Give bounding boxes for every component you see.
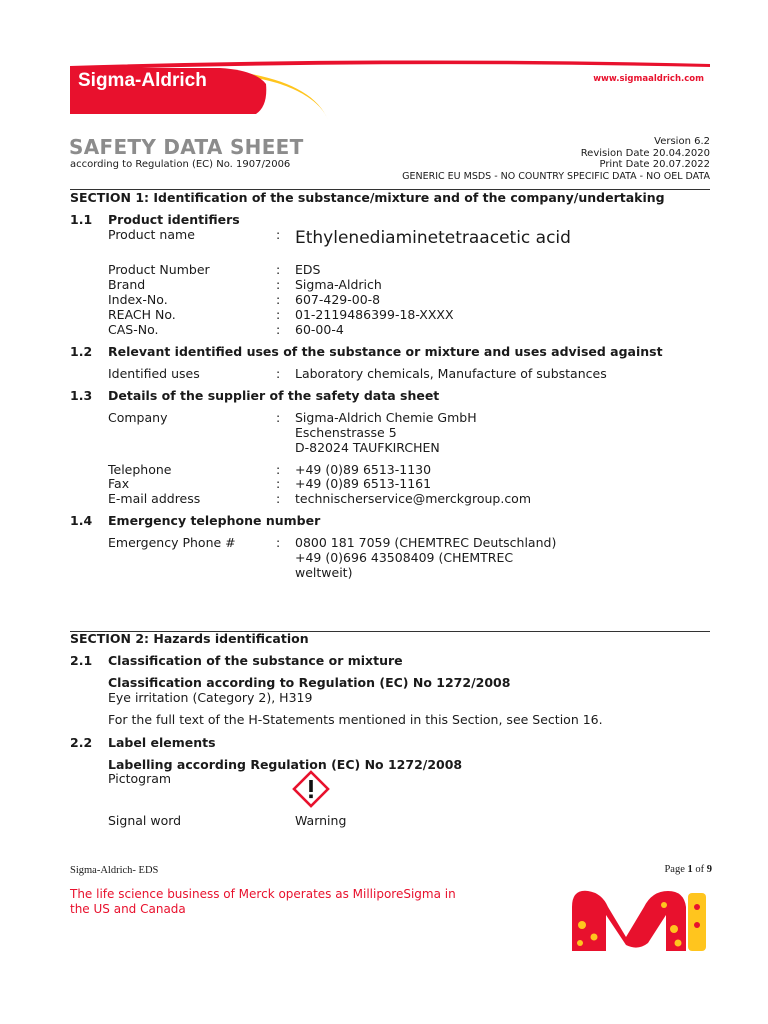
colon: :: [276, 292, 281, 307]
labelling-title: Labelling according Regulation (EC) No 1272/2008: [108, 757, 463, 772]
identified-uses-value: Laboratory chemicals, Manufacture of substances: [295, 366, 607, 381]
s14-title: Emergency telephone number: [108, 513, 321, 528]
index-no-label: Index-No.: [108, 292, 168, 307]
cas-no-value: 60-00-4: [295, 322, 344, 337]
colon: :: [276, 535, 281, 550]
telephone-value: +49 (0)89 6513-1130: [295, 462, 432, 477]
reach-no-value: 01-2119486399-18-XXXX: [295, 307, 454, 322]
merck-note-line-1: The life science business of Merck operates as MilliporeSigma in: [70, 887, 456, 901]
brand-label: Brand: [108, 277, 146, 292]
colon: :: [276, 322, 281, 337]
s21-number: 2.1: [70, 653, 93, 668]
colon: :: [276, 476, 281, 491]
section2-heading: SECTION 2: Hazards identification: [70, 631, 309, 646]
colon: :: [276, 277, 281, 292]
page-title: SAFETY DATA SHEET: [69, 135, 304, 159]
email-value[interactable]: technischerservice@merckgroup.com: [295, 491, 532, 506]
s12-number: 1.2: [70, 344, 93, 359]
colon: :: [276, 262, 281, 277]
product-number-label: Product Number: [108, 262, 210, 277]
fax-label: Fax: [108, 476, 130, 491]
pictogram-label: Pictogram: [108, 771, 172, 786]
emergency-line-3: weltweit): [295, 565, 353, 580]
merck-note-line-2: the US and Canada: [70, 902, 186, 916]
footer-left: Sigma-Aldrich- EDS: [70, 865, 159, 876]
brand-value: Sigma-Aldrich: [295, 277, 382, 292]
s21-title: Classification of the substance or mixture: [108, 653, 403, 668]
fax-value: +49 (0)89 6513-1161: [295, 476, 432, 491]
classification-title: Classification according to Regulation (EC) No 1272/2008: [108, 675, 511, 690]
company-line-3: D-82024 TAUFKIRCHEN: [295, 440, 440, 455]
telephone-label: Telephone: [108, 462, 172, 477]
page-word: Page: [664, 864, 685, 875]
emergency-line-2: +49 (0)696 43508409 (CHEMTREC: [295, 550, 514, 565]
emergency-line-1: 0800 181 7059 (CHEMTREC Deutschland): [295, 535, 557, 550]
generic-note: GENERIC EU MSDS - NO COUNTRY SPECIFIC DATA - NO OEL DATA: [402, 171, 710, 182]
colon: :: [276, 366, 281, 381]
identified-uses-label: Identified uses: [108, 366, 200, 381]
s11-title: Product identifiers: [108, 212, 240, 227]
regulation-subtitle: according to Regulation (EC) No. 1907/2006: [70, 159, 291, 170]
s11-number: 1.1: [70, 212, 93, 227]
classification-value: Eye irritation (Category 2), H319: [108, 690, 313, 705]
colon: :: [276, 227, 281, 242]
product-name-value: Ethylenediaminetetraacetic acid: [295, 228, 571, 248]
emergency-label: Emergency Phone #: [108, 535, 236, 550]
s22-number: 2.2: [70, 735, 93, 750]
revision-date: Revision Date 20.04.2020: [580, 148, 710, 159]
index-no-value: 607-429-00-8: [295, 292, 381, 307]
merck-logo-icon: [568, 885, 710, 955]
sigma-aldrich-banner-graphic: [70, 58, 710, 126]
colon: :: [276, 491, 281, 506]
signal-word-label: Signal word: [108, 813, 182, 828]
header-banner: [70, 58, 710, 126]
s13-number: 1.3: [70, 388, 93, 403]
s22-title: Label elements: [108, 735, 216, 750]
section1-heading: SECTION 1: Identification of the substance/mixture and of the company/undertaking: [70, 190, 665, 205]
company-label: Company: [108, 410, 168, 425]
company-line-2: Eschenstrasse 5: [295, 425, 397, 440]
ghs-exclamation-mark-icon: [292, 770, 330, 808]
colon: :: [276, 462, 281, 477]
product-number-value: EDS: [295, 262, 321, 277]
page-of: of: [695, 864, 705, 875]
s14-number: 1.4: [70, 513, 93, 528]
product-name-label: Product name: [108, 227, 195, 242]
page-current: 1: [687, 864, 693, 875]
company-line-1: Sigma-Aldrich Chemie GmbH: [295, 410, 477, 425]
signal-word-value: Warning: [295, 813, 347, 828]
cas-no-label: CAS-No.: [108, 322, 159, 337]
reach-no-label: REACH No.: [108, 307, 176, 322]
print-date: Print Date 20.07.2022: [599, 159, 710, 170]
version: Version 6.2: [654, 136, 710, 147]
colon: :: [276, 410, 281, 425]
brand-logo: Sigma-Aldrich: [78, 70, 207, 91]
colon: :: [276, 307, 281, 322]
website-link[interactable]: www.sigmaaldrich.com: [593, 74, 704, 84]
full-text-note: For the full text of the H-Statements mentioned in this Section, see Section 16.: [108, 712, 603, 727]
email-label: E-mail address: [108, 491, 201, 506]
page-total: 9: [706, 864, 712, 875]
page-indicator: [664, 864, 712, 875]
s12-title: Relevant identified uses of the substance or mixture and uses advised against: [108, 344, 663, 359]
s13-title: Details of the supplier of the safety data sheet: [108, 388, 440, 403]
